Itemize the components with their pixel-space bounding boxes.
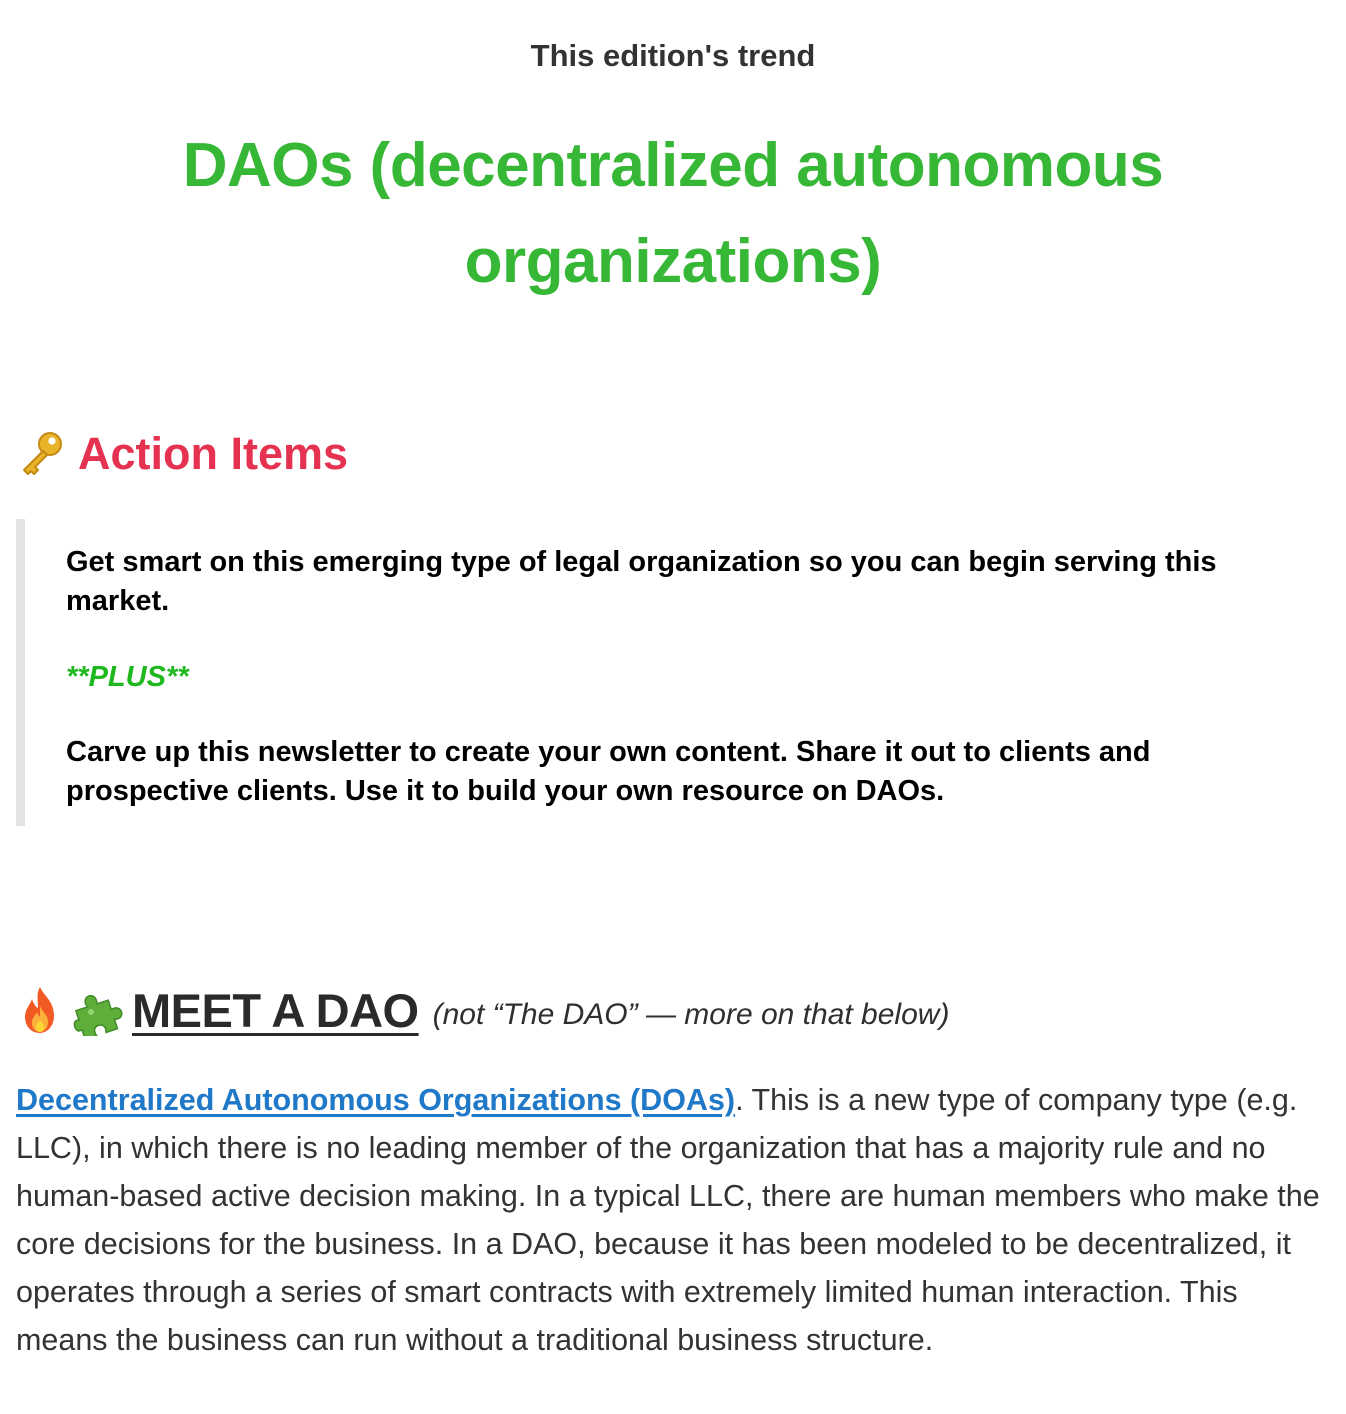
edition-kicker: This edition's trend <box>530 38 816 73</box>
puzzle-icon <box>72 984 120 1036</box>
plus-label: **PLUS** <box>66 661 189 693</box>
key-icon <box>16 429 66 479</box>
meet-a-dao-title: MEET A DAO <box>132 983 419 1037</box>
action-item-share: Carve up this newsletter to create your own content. Share it out to clients and prospective clients. Use it to build your own resource on DAOs. <box>66 736 1151 807</box>
action-items-blockquote <box>16 519 1296 826</box>
action-items-heading <box>16 424 348 484</box>
dao-description-paragraph <box>16 1076 1326 1364</box>
fire-icon <box>16 984 64 1036</box>
dao-definition-link[interactable]: Decentralized Autonomous Organizations (DOAs) <box>16 1083 736 1117</box>
dao-description-text: . This is a new type of company type (e.g. LLC), in which there is no leading member of the organization that has a majority rule and no human-based active decision making. In a typical LLC, there are human members who make the core decisions for the business. In a DAO, because it has been modeled to be decentralized, it operates through a series of smart contracts with extremely limited human interaction. This means the business can run without a traditional business structure. <box>16 1083 1320 1357</box>
action-item-learn: Get smart on this emerging type of legal organization so you can begin serving this market. <box>66 546 1217 617</box>
trend-title: DAOs (decentralized autonomous organizations) <box>182 131 1164 296</box>
meet-a-dao-heading <box>16 978 949 1042</box>
meet-a-dao-subtitle: (not “The DAO” — more on that below) <box>432 998 950 1031</box>
action-items-title: Action Items <box>78 428 349 479</box>
